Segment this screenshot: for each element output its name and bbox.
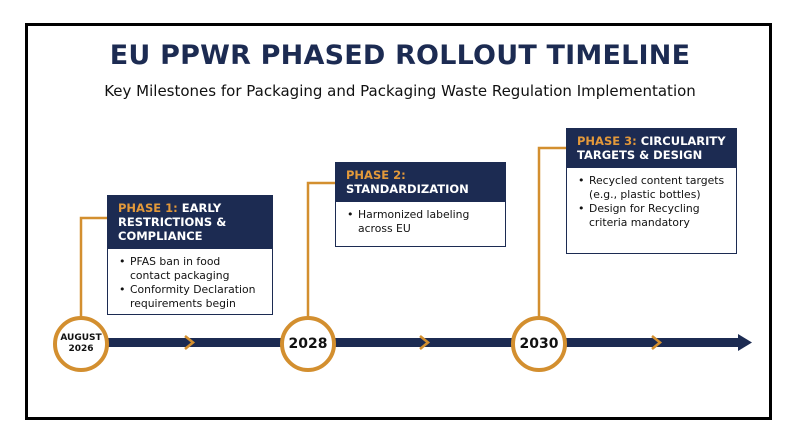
diagram-title: EU PPWR PHASED ROLLOUT TIMELINE (109, 40, 691, 71)
phase2-header (336, 163, 505, 202)
milestone-2028 (280, 316, 336, 372)
phase1-card (107, 195, 273, 315)
milestone-august-2026 (53, 316, 109, 372)
phase3-card (566, 128, 737, 254)
phase3-heading: CIRCULARITY TARGETS & DESIGN (577, 134, 726, 162)
phase3-connector (539, 148, 567, 318)
milestone-2030 (511, 316, 567, 372)
phase1-heading: EARLY RESTRICTIONS & COMPLIANCE (118, 201, 227, 243)
phase1-header (108, 196, 272, 249)
phase3-header (567, 129, 736, 168)
phase1-item: • Conformity Declaration requirements begin (130, 283, 264, 311)
milestone-label: 2030 (519, 336, 559, 352)
phase1-connector (81, 218, 108, 318)
milestone-label-line1: AUGUST (60, 333, 102, 343)
phase3-item: • Recycled content targets (e.g., plastic bottles) (589, 174, 728, 202)
phase1-label: PHASE 1: (118, 201, 178, 215)
phase2-item: • Harmonized labeling across EU (358, 208, 497, 236)
phase2-heading: STANDARDIZATION (346, 182, 469, 196)
timeline-arrow-icon (738, 334, 752, 351)
phase3-item: • Design for Recycling criteria mandatory (589, 202, 728, 230)
phase2-card (335, 162, 506, 247)
phase2-label: PHASE 2: (346, 168, 406, 182)
timeline-bar (60, 338, 740, 347)
milestone-label: 2028 (288, 336, 328, 352)
milestone-label-line2: 2026 (68, 344, 94, 354)
diagram-subtitle: Key Milestones for Packaging and Packaging Waste Regulation Implementation (104, 82, 696, 100)
phase1-item: • PFAS ban in food contact packaging (130, 255, 264, 283)
phase2-connector (308, 183, 336, 318)
phase3-label: PHASE 3: (577, 134, 637, 148)
